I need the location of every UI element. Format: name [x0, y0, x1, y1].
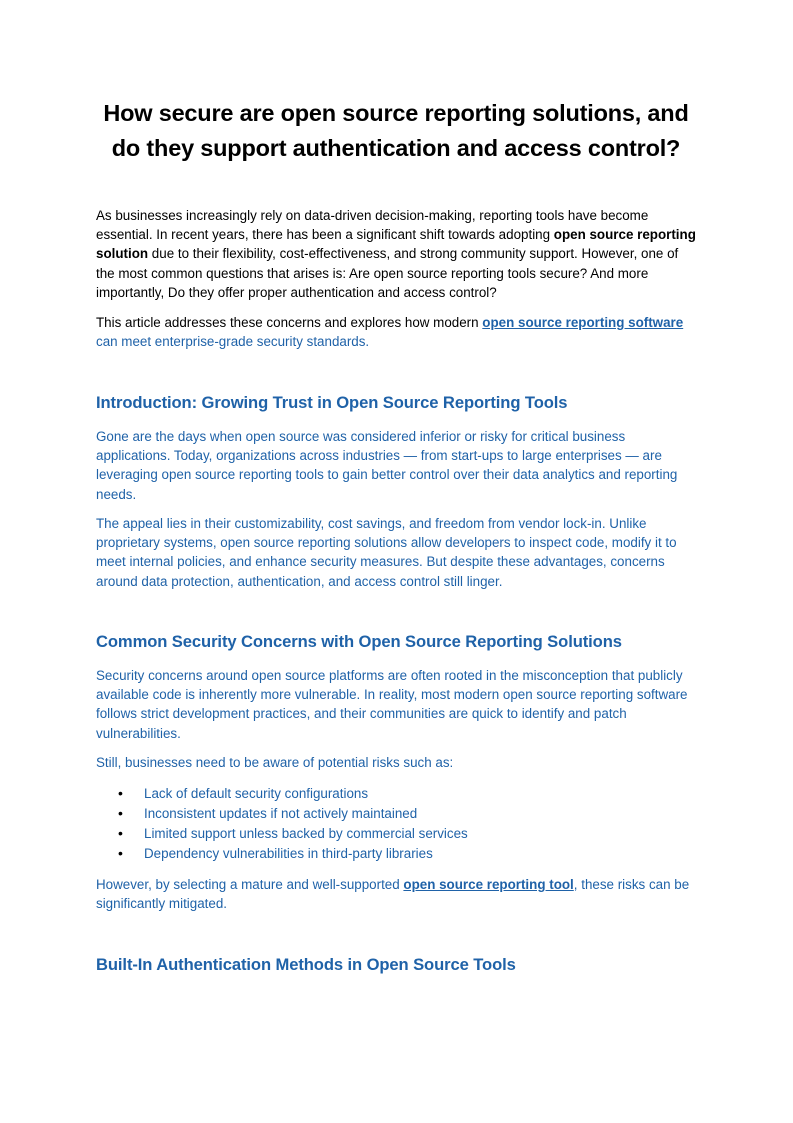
- list-item: [96, 824, 696, 844]
- risk-list: [96, 784, 696, 864]
- open-source-reporting-tool-link[interactable]: open source reporting tool: [403, 877, 574, 892]
- intro-paragraph-2: [96, 313, 696, 351]
- section-2-heading: Common Security Concerns with Open Source Reporting Solutions: [96, 632, 622, 651]
- open-source-reporting-software-link[interactable]: open source reporting software: [482, 315, 684, 330]
- list-item: [96, 784, 696, 804]
- bullet-icon: •: [118, 805, 123, 821]
- list-item: [96, 804, 696, 824]
- section-1-paragraph-2: The appeal lies in their customizability, cost savings, and freedom from vendor lock-in. Unlike proprietary systems, open source reporting solutions allow developers to inspect code, modify it to meet internal policies, and enhance security measures. But despite these advantages, concerns around data protection, authentication, and access control still linger.: [96, 516, 677, 589]
- list-item-text: Dependency vulnerabilities in third-party libraries: [144, 846, 433, 861]
- section-2-p3-text-cont: , these risks can be significantly mitigated.: [96, 877, 690, 912]
- section-2-p3-text: However, by selecting a mature and well-supported: [96, 877, 404, 892]
- section-1-paragraph-1: Gone are the days when open source was considered inferior or risky for critical business applications. Today, organizations across industries — from start-ups to large enterprises — are leveraging open source reporting tools to gain better control over their data analytics and reporting needs.: [96, 429, 678, 502]
- section-2-paragraph-1: Security concerns around open source platforms are often rooted in the misconception that publicly available code is inherently more vulnerable. In reality, most modern open source reporting software follows strict development practices, and their communities are quick to identify and patch vulnerabilities.: [96, 668, 688, 741]
- intro-text-cont: due to their flexibility, cost-effectiveness, and strong community support. However, one of the most common questions that arises is: Are open source reporting tools secure? And more importantly, Do they offer proper authentication and access control?: [96, 246, 679, 300]
- bullet-icon: •: [118, 845, 123, 861]
- section-2-paragraph-3: [96, 875, 696, 913]
- bullet-icon: •: [118, 785, 123, 801]
- page-title: How secure are open source reporting solutions, and do they support authentication and access control?: [103, 100, 689, 161]
- intro-text: As businesses increasingly rely on data-driven decision-making, reporting tools have become essential. In recent years, there has been a significant shift towards adopting: [96, 208, 649, 243]
- list-item-text: Inconsistent updates if not actively maintained: [144, 806, 418, 821]
- intro-paragraph-1: [96, 206, 696, 302]
- list-item-text: Limited support unless backed by commercial services: [144, 826, 468, 841]
- intro-bold-term: open source reporting solution: [96, 227, 696, 262]
- intro-p2-text: This article addresses these concerns and explores how modern: [96, 315, 483, 330]
- bullet-icon: •: [118, 825, 123, 841]
- intro-p2-text-cont: can meet enterprise-grade security standards.: [96, 334, 370, 350]
- section-3-heading: Built-In Authentication Methods in Open Source Tools: [96, 955, 516, 974]
- section-2-paragraph-2: Still, businesses need to be aware of potential risks such as:: [96, 755, 454, 770]
- list-item-text: Lack of default security configurations: [144, 786, 369, 801]
- list-item: [96, 844, 696, 864]
- section-1-heading: Introduction: Growing Trust in Open Source Reporting Tools: [96, 393, 568, 412]
